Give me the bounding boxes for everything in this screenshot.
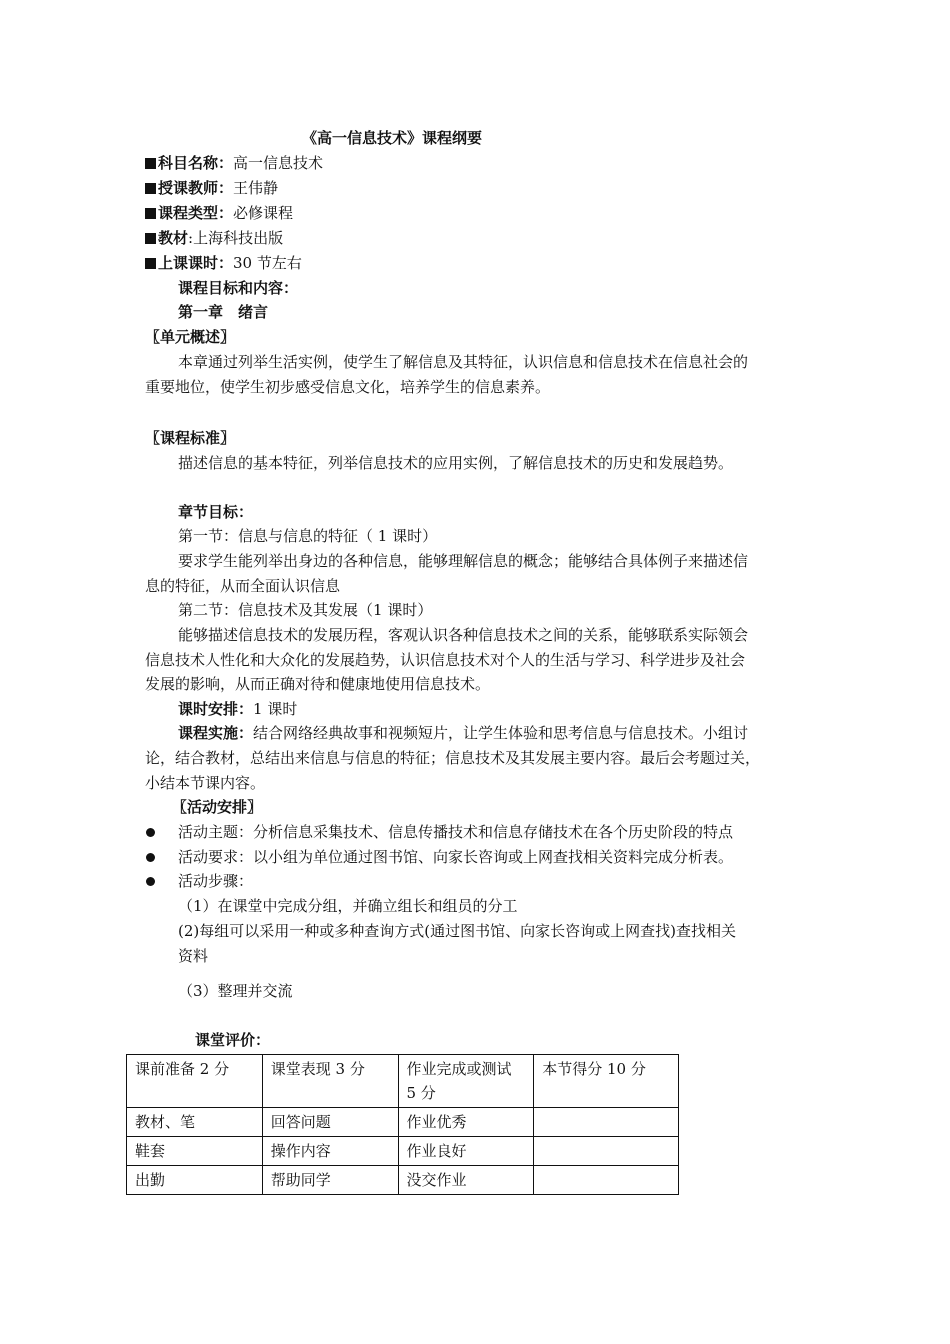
activity-step: 资料 [178,947,209,965]
unit-overview-line: 本章通过列举生活实例，使学生了解信息及其特征，认识信息和信息技术在信息社会的 [178,353,749,371]
info-label: 授课教师： [158,179,234,197]
table-cell: 没交作业 [398,1166,534,1195]
table-cell: 作业良好 [398,1137,534,1166]
table-cell [534,1108,679,1137]
table-cell: 帮助同学 [262,1166,398,1195]
square-bullet-icon [145,183,156,194]
info-value: 30 节左右 [233,254,302,272]
table-row [127,1137,679,1166]
table-cell: 操作内容 [262,1137,398,1166]
bullet-icon [146,877,155,886]
activity-bullet: 活动主题：分析信息采集技术、信息传播技术和信息存储技术在各个历史阶段的特点 [178,823,734,841]
info-label: 教材 [158,229,189,247]
info-label: 上课课时： [158,254,234,272]
info-value: 必修课程 [233,204,294,222]
table-cell: 出勤 [127,1166,263,1195]
section1-line: 要求学生能列举出身边的各种信息，能够理解信息的概念；能够结合具体例子来描述信 [178,552,749,570]
chapter-heading: 第一章 绪言 [178,303,269,321]
activity-step: (2)每组可以采用一种或多种查询方式(通过图书馆、向家长咨询或上网查找)查找相关 [178,922,736,940]
implementation-label: 课程实施： [178,724,254,742]
page-title: 《高一信息技术》课程纲要 [302,129,483,147]
square-bullet-icon [145,258,156,269]
unit-overview-line: 重要地位，使学生初步感受信息文化，培养学生的信息素养。 [145,378,551,396]
table-cell: 课前准备 2 分 [127,1055,263,1108]
table-row [127,1166,679,1195]
activity-bullet: 活动要求：以小组为单位通过图书馆、向家长咨询或上网查找相关资料完成分析表。 [178,848,734,866]
info-value: 高一信息技术 [233,154,324,172]
section2-line: 能够描述信息技术的发展历程，客观认识各种信息技术之间的关系，能够联系实际领会 [178,626,749,644]
table-cell: 教材、笔 [127,1108,263,1137]
implementation-line [178,723,748,743]
section1-title: 第一节：信息与信息的特征（ 1 课时） [178,527,438,545]
schedule-value: 1 课时 [253,700,298,718]
chapter-goals-heading: 章节目标： [178,503,254,521]
unit-overview-heading: 〖单元概述〗 [145,328,236,346]
activity-step: （3）整理并交流 [178,982,293,1000]
info-teacher [145,178,278,198]
square-bullet-icon [145,208,156,219]
schedule-label: 课时安排： [178,700,254,718]
implementation-text: 结合网络经典故事和视频短片，让学生体验和思考信息与信息技术。小组讨 [253,724,749,742]
implementation-line: 论，结合教材，总结出来信息与信息的特征；信息技术及其发展主要内容。最后会考题过关， [145,749,761,767]
bullet-icon [146,828,155,837]
square-bullet-icon [145,158,156,169]
goals-heading: 课程目标和内容： [178,279,299,297]
table-cell [534,1137,679,1166]
square-bullet-icon [145,233,156,244]
info-value: 王伟静 [233,179,279,197]
table-cell: 作业完成或测试 5 分 [398,1055,534,1108]
table-cell: 课堂表现 3 分 [262,1055,398,1108]
section2-line: 信息技术人性化和大众化的发展趋势，认识信息技术对个人的生活与学习、科学进步及社会 [145,651,746,669]
info-hours [145,253,302,273]
table-cell: 回答问题 [262,1108,398,1137]
table-row [127,1108,679,1137]
info-type [145,203,293,223]
section1-line: 息的特征，从而全面认识信息 [145,577,341,595]
info-textbook [145,228,283,248]
info-subject [145,153,323,173]
activity-heading: 〖活动安排〗 [172,798,263,816]
bullet-icon [146,853,155,862]
info-label: 课程类型： [158,204,234,222]
table-cell [534,1166,679,1195]
info-value: :上海科技出版 [188,229,284,247]
standard-heading: 〖课程标准〗 [145,429,236,447]
standard-line: 描述信息的基本特征，列举信息技术的应用实例，了解信息技术的历史和发展趋势。 [178,454,734,472]
table-cell: 作业优秀 [398,1108,534,1137]
implementation-line: 小结本节课内容。 [145,774,266,792]
section2-line: 发展的影响，从而正确对待和健康地使用信息技术。 [145,675,491,693]
evaluation-heading: 课堂评价： [195,1031,271,1049]
section2-title: 第二节：信息技术及其发展（1 课时） [178,601,433,619]
evaluation-table [126,1054,679,1195]
table-row [127,1055,679,1108]
table-cell: 本节得分 10 分 [534,1055,679,1108]
activity-bullet: 活动步骤： [178,872,254,890]
schedule [178,699,297,719]
activity-step: （1）在课堂中完成分组，并确立组长和组员的分工 [178,897,518,915]
table-cell: 鞋套 [127,1137,263,1166]
info-label: 科目名称： [158,154,234,172]
